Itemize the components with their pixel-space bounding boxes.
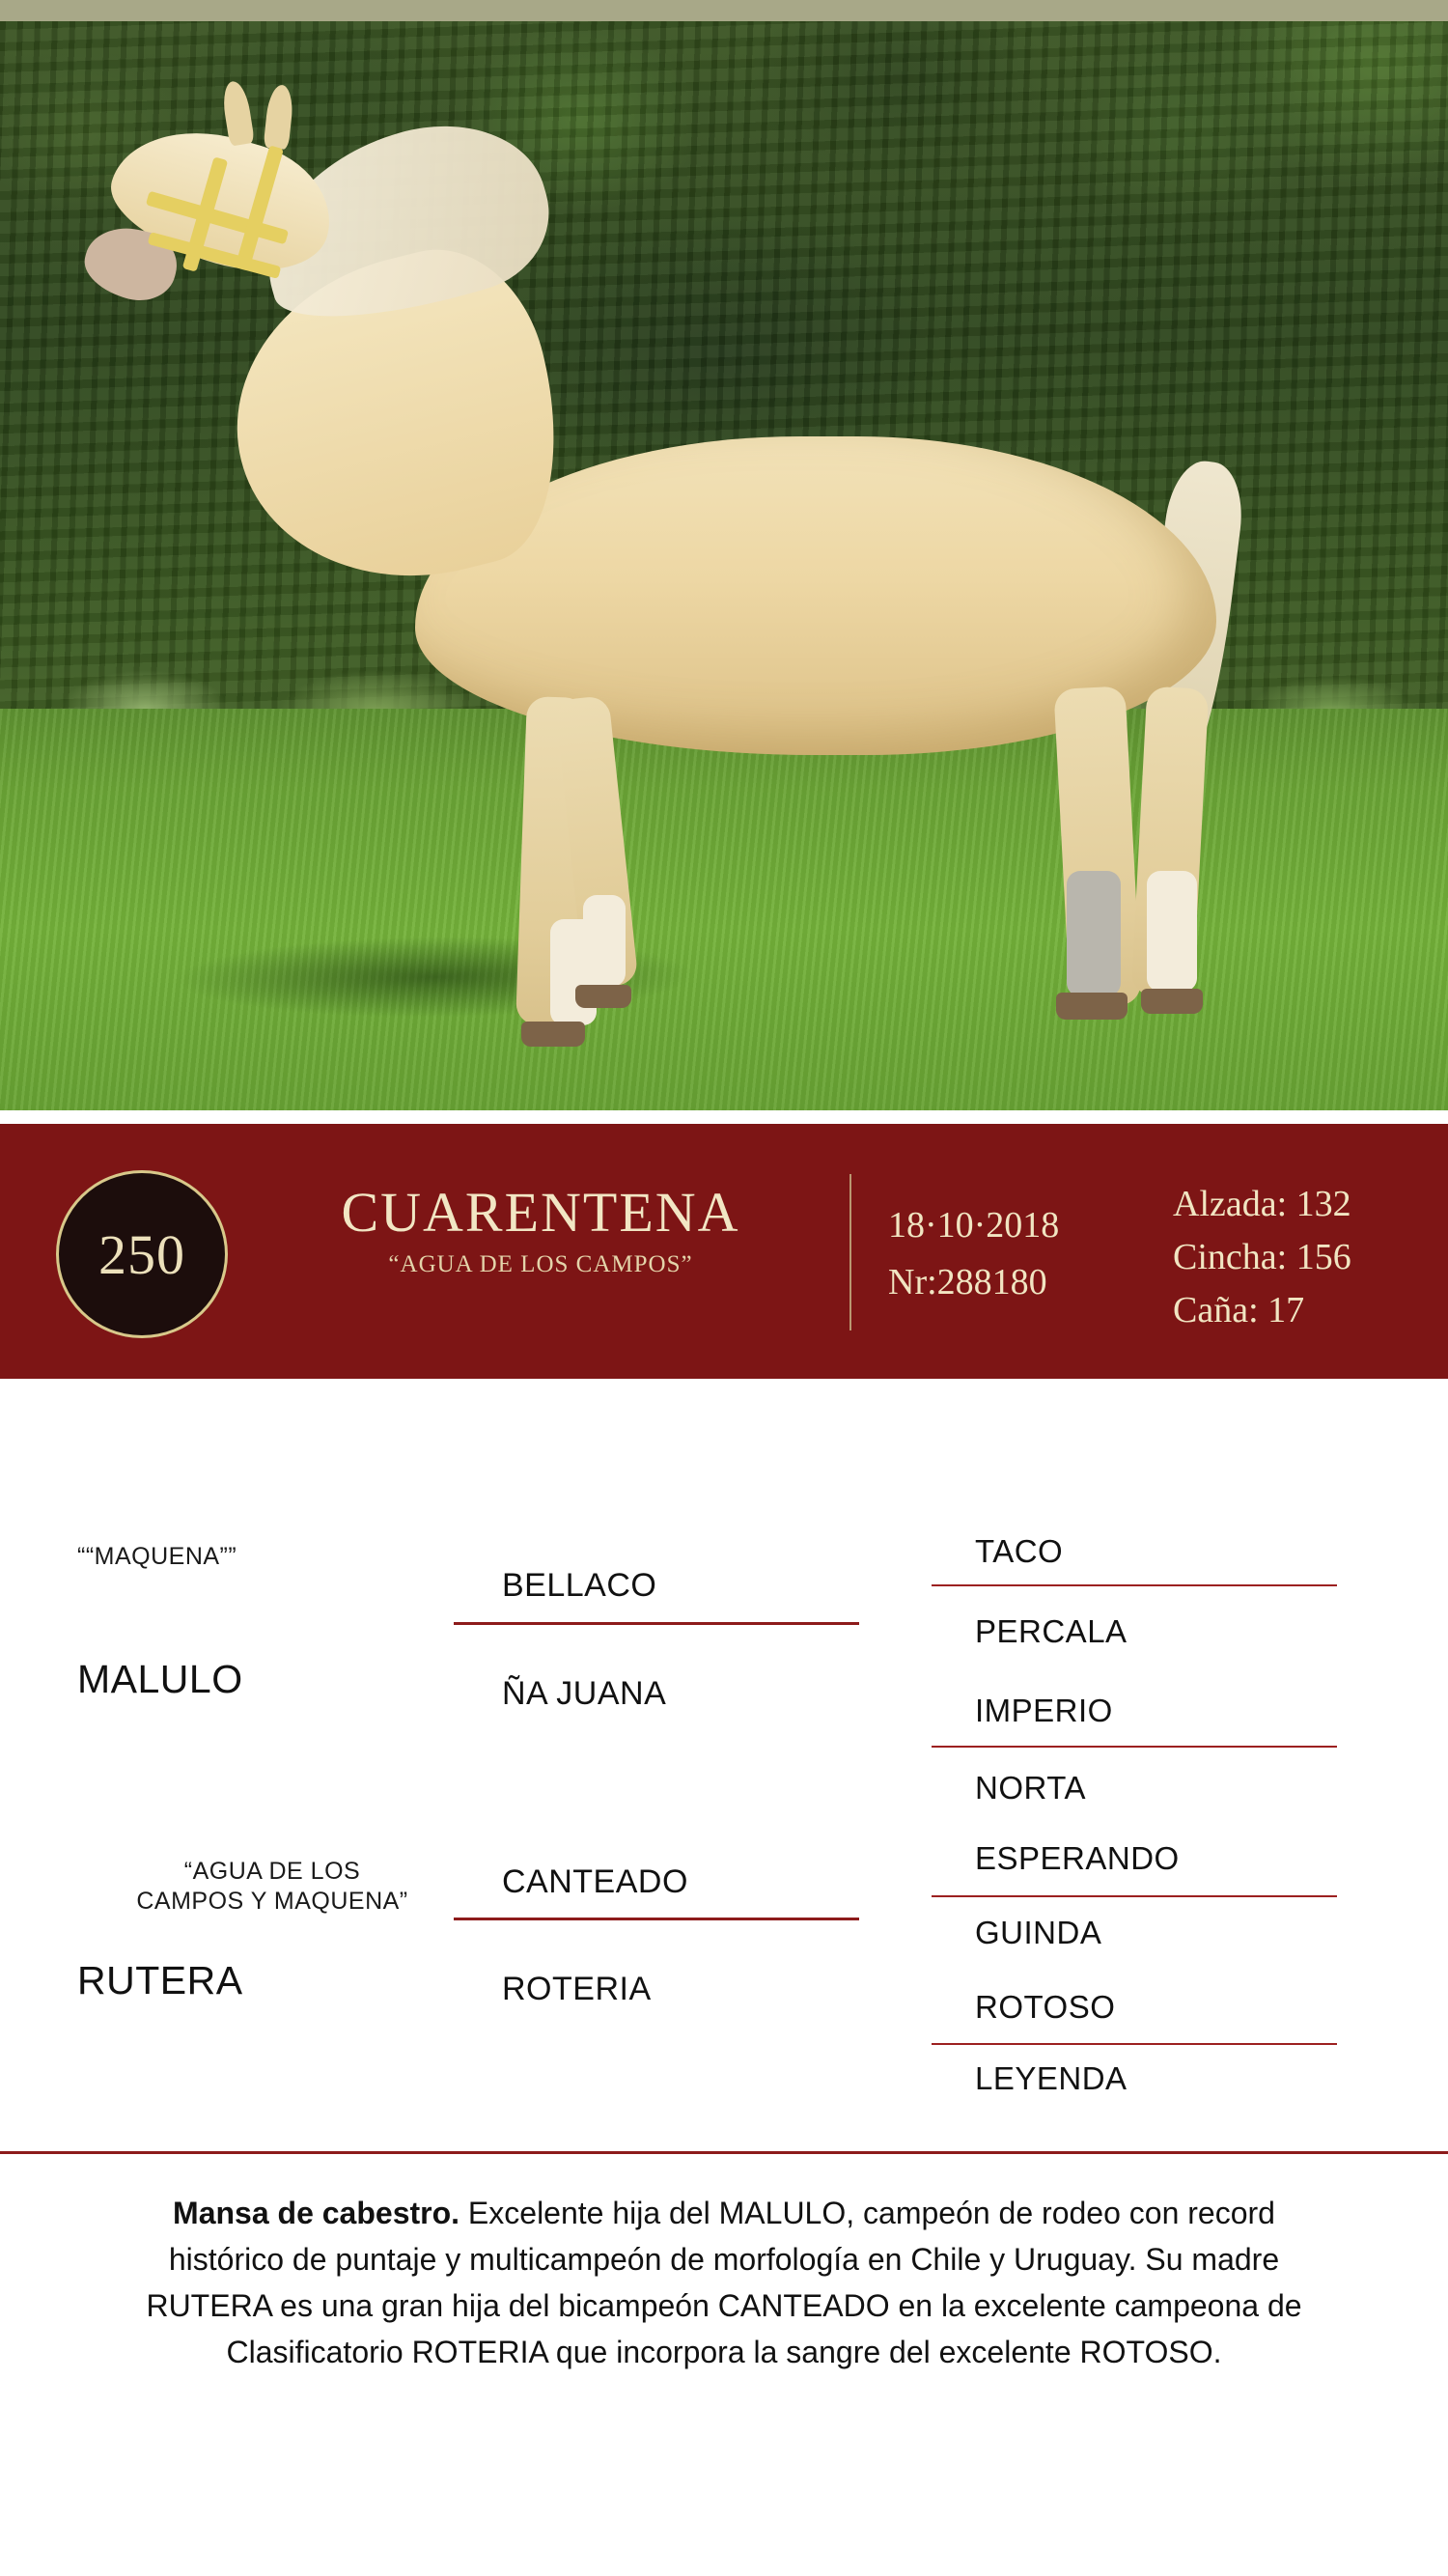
pedigree-g3-1-wrap — [975, 1533, 1063, 1570]
measure-cincha: Cincha: 156 — [1173, 1237, 1351, 1278]
info-bar — [0, 1124, 1448, 1379]
pedigree-dam-dam-wrap — [502, 1971, 652, 2008]
pedigree-g3-rotoso: ROTOSO — [975, 1989, 1116, 2025]
lot-number-badge: 250 — [56, 1170, 228, 1338]
horse-figure — [0, 21, 1448, 1110]
pedigree-g3-imperio: IMPERIO — [975, 1693, 1113, 1728]
measure-alzada: Alzada: 132 — [1173, 1184, 1351, 1224]
pedigree-g3-esperando: ESPERANDO — [975, 1840, 1180, 1876]
pedigree-sire-sire-wrap — [502, 1567, 656, 1605]
horse-hoof-hind-left — [1141, 989, 1203, 1014]
pedigree-sire-quote: ““MAQUENA”” — [77, 1543, 237, 1570]
breeder-name: “AGUA DE LOS CAMPOS” — [388, 1250, 693, 1277]
pedigree-dam-quote-line2: CAMPOS Y MAQUENA” — [136, 1888, 408, 1916]
bottom-separator — [0, 2151, 1448, 2154]
measurements-block — [1173, 1178, 1351, 1337]
horse-hoof-hind-right — [1056, 993, 1128, 1020]
pedigree-g3-7-wrap — [975, 1989, 1115, 2026]
pedigree-rule-1 — [454, 1622, 859, 1625]
registration-block — [888, 1197, 1059, 1311]
description-body: Excelente hija del MALULO, campeón de rodeo con record histórico de puntaje y multicampeón de morfología en Chile y Uruguay. Su madre RUTERA es una gran hija del bicampeón CANTEADO en la excelente campeona de Clasificatorio ROTERIA que incorpora la sangre del excelente ROTOSO. — [146, 2196, 1302, 2369]
horse-photo — [0, 21, 1448, 1110]
pedigree-g3-percala: PERCALA — [975, 1613, 1128, 1649]
pedigree-sire-name: MALULO — [77, 1657, 243, 1701]
pedigree-dam-name: RUTERA — [77, 1958, 243, 2002]
pedigree-g3-8-wrap — [975, 2060, 1128, 2097]
pedigree-dam-sire: CANTEADO — [502, 1863, 688, 1900]
vertical-divider — [849, 1174, 851, 1330]
registry-number: Nr:288180 — [888, 1261, 1047, 1302]
description-text — [145, 2190, 1303, 2375]
pedigree-dam-wrap — [77, 1958, 444, 2003]
pedigree-rule-g3-1 — [932, 1584, 1337, 1586]
pedigree-sire-dam-wrap — [502, 1675, 666, 1713]
pedigree-g3-4-wrap — [975, 1770, 1086, 1806]
horse-sock-fore-left — [583, 895, 626, 987]
pedigree-sire-quote-wrap — [77, 1543, 444, 1571]
pedigree-g3-leyenda: LEYENDA — [975, 2060, 1128, 2096]
pedigree-g3-2-wrap — [975, 1613, 1128, 1650]
pedigree-rule-g3-2 — [932, 1746, 1337, 1748]
horse-hoof-fore-right — [521, 1022, 585, 1047]
name-block — [261, 1182, 821, 1278]
birth-date: 18·10·2018 — [888, 1205, 1060, 1246]
pedigree-g3-5-wrap — [975, 1840, 1180, 1877]
horse-name: CUARENTENA — [341, 1181, 740, 1244]
pedigree-dam-dam: ROTERIA — [502, 1971, 652, 2007]
pedigree-sire-sire: BELLACO — [502, 1567, 657, 1604]
horse-sock-hind-right — [1067, 871, 1121, 996]
horse-ear-right — [264, 84, 295, 150]
description-lead: Mansa de cabestro. — [173, 2196, 460, 2230]
top-olive-band — [0, 0, 1448, 21]
pedigree-rule-2 — [454, 1918, 859, 1920]
pedigree-dam-quote-line1: “AGUA DE LOS — [183, 1858, 361, 1885]
measure-cana: Caña: 17 — [1173, 1290, 1305, 1331]
pedigree-sire-dam: ÑA JUANA — [502, 1675, 667, 1712]
pedigree-dam-quote-wrap — [70, 1857, 475, 1918]
pedigree-chart — [0, 1379, 1448, 2142]
pedigree-g3-taco: TACO — [975, 1533, 1064, 1569]
pedigree-sire-wrap — [77, 1657, 444, 1702]
pedigree-g3-norta: NORTA — [975, 1770, 1086, 1806]
horse-sock-hind-left — [1147, 871, 1197, 992]
pedigree-rule-g3-4 — [932, 2043, 1337, 2045]
pedigree-rule-g3-3 — [932, 1895, 1337, 1897]
pedigree-g3-guinda: GUINDA — [975, 1915, 1102, 1950]
horse-hoof-fore-left — [575, 985, 631, 1008]
pedigree-dam-sire-wrap — [502, 1863, 688, 1901]
pedigree-g3-6-wrap — [975, 1915, 1101, 1951]
pedigree-g3-3-wrap — [975, 1693, 1113, 1729]
